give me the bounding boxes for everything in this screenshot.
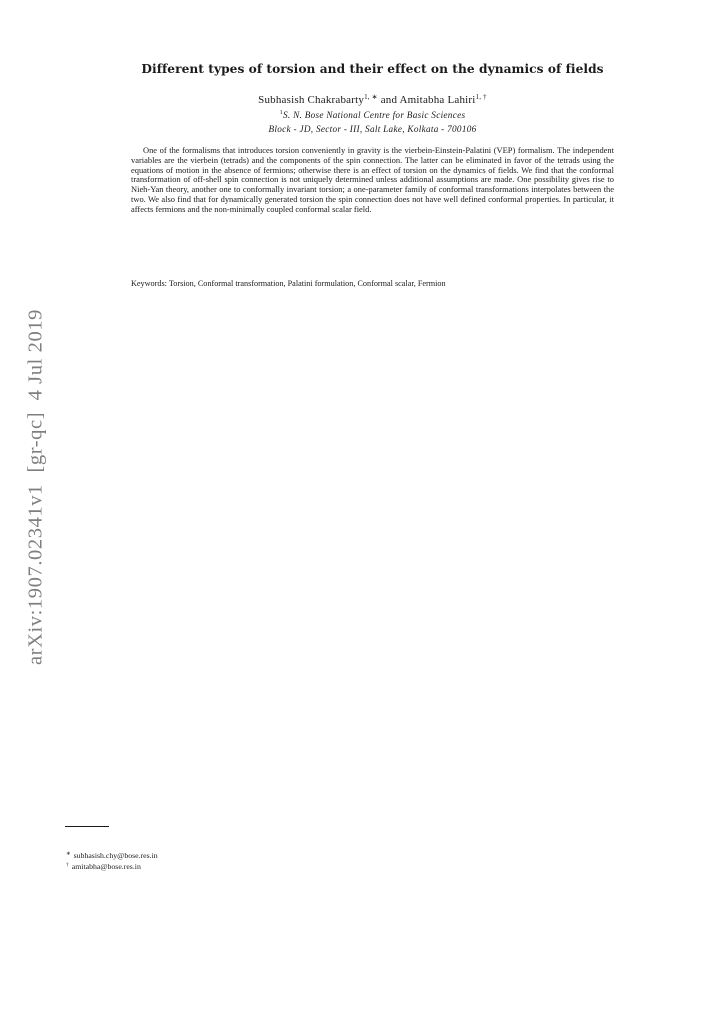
author-name: Subhasish Chakrabarty: [258, 94, 365, 106]
footnote-mark: ∗: [66, 851, 71, 857]
keywords: Keywords: Torsion, Conformal transformation, Palatini formulation, Conformal scalar, Fermion: [131, 279, 446, 288]
footnote-rule: [65, 826, 109, 827]
abstract: One of the formalisms that introduces torsion conveniently in gravity is the vierbein-Einstein-Palatini (VEP) formalism. The independent variables are the vierbein (tetrads) and the components of the spin connection. The latter can be eliminated in favor of the tetrads using the equations of motion in the absence of fermions; otherwise there is an effect of torsion on the dynamics of fields. We find that the conformal transformation of off-shell spin connection is not uniquely determined unless additional assumptions are made. One possibility gives rise to Nieh-Yan theory, another one to conformally invariant torsion; a one-parameter family of conformal transformations interpolates between the two. We also find that for dynamically generated torsion the spin connection does not have well defined conformal properties. In particular, it affects fermions and the non-minimally coupled conformal scalar field.: [131, 145, 614, 214]
affiliation-mark: 1: [279, 110, 283, 116]
affiliation-institute: S. N. Bose National Centre for Basic Sciences: [282, 110, 466, 120]
footnote-text: subhasish.chy@bose.res.in: [73, 851, 158, 860]
footnote-mark: †: [66, 862, 69, 868]
author-mark: 1, †: [475, 93, 487, 101]
paper-title: Different types of torsion and their effect on the dynamics of fields: [141, 62, 604, 76]
affiliation-line-1: [100, 110, 645, 120]
affiliation-line-2: Block - JD, Sector - III, Salt Lake, Kolkata - 700106: [268, 124, 477, 134]
footnote-email-2: [66, 862, 141, 871]
footnote-email-1: [66, 851, 158, 860]
author-separator: and: [377, 94, 400, 106]
arxiv-identifier-stamp: arXiv:1907.02341v1 [gr-qc] 4 Jul 2019: [24, 308, 47, 666]
author-mark: 1, ∗: [364, 93, 378, 101]
author-name: Amitabha Lahiri: [399, 94, 476, 106]
footnote-text: amitabha@bose.res.in: [71, 862, 141, 871]
author-list: [100, 93, 645, 106]
